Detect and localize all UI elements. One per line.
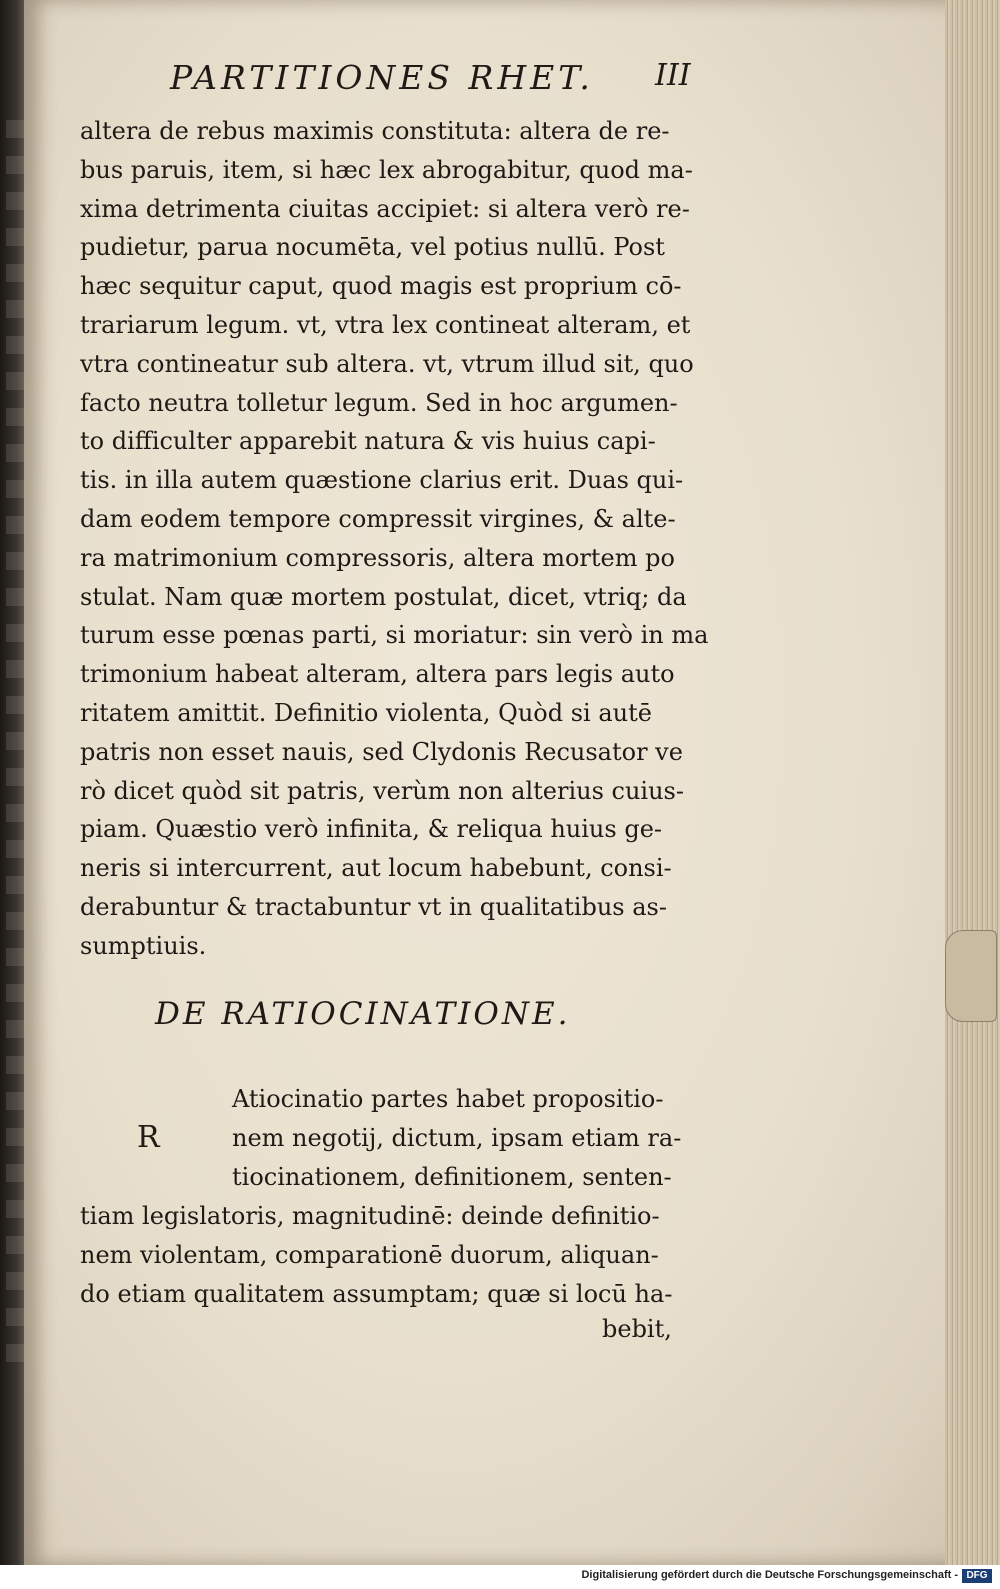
indented-paragraph-start — [232, 1080, 752, 1197]
text-line: vtra contineatur sub altera. vt, vtrum illud sit, quo — [80, 349, 694, 378]
text-line: altera de rebus maximis constituta: altera de re- — [80, 117, 670, 145]
text-line: trariarum legum. vt, vtra lex contineat alteram, et — [80, 310, 691, 339]
catchword: bebit, — [602, 1315, 672, 1343]
text-line: tiocinationem, definitionem, senten- — [232, 1163, 672, 1191]
text-line: ra matrimonium compressoris, altera mortem po — [80, 543, 675, 572]
text-line: rò dicet quòd sit patris, verùm non alterius cuius- — [80, 776, 684, 805]
text-line: patris non esset nauis, sed Clydonis Recusator ve — [80, 737, 683, 766]
text-line: turum esse pœnas parti, si moriatur: sin verò in ma — [80, 621, 709, 650]
text-line: dam eodem tempore compressit virgines, & alte- — [80, 504, 676, 533]
page-stack-edge — [945, 0, 1000, 1565]
body-text-block — [80, 112, 770, 966]
text-line: tiam legislatoris, magnitudinē: deinde definitio- — [80, 1202, 660, 1230]
dfg-logo: DFG — [962, 1569, 992, 1583]
text-line: hæc sequitur caput, quod magis est proprium cō- — [80, 272, 682, 301]
text-line: xima detrimenta ciuitas accipiet: si altera verò re- — [80, 194, 690, 223]
text-line: derabuntur & tractabuntur vt in qualitatibus as- — [80, 892, 667, 921]
running-head: PARTITIONES RHET. — [170, 58, 594, 97]
text-line: nem violentam, comparationē duorum, aliquan- — [80, 1241, 659, 1269]
text-line: facto neutra tolletur legum. Sed in hoc argumen- — [80, 388, 678, 417]
text-line: Atiocinatio partes habet propositio- — [232, 1085, 664, 1113]
text-line: sumptiuis. — [80, 931, 207, 960]
drop-cap: R — [137, 1120, 160, 1155]
clasp-tab — [945, 930, 997, 1022]
page-number: III — [655, 58, 691, 93]
text-line: bus paruis, item, si hæc lex abrogabitur, quod ma- — [80, 155, 693, 184]
text-line: do etiam qualitatem assumptam; quæ si locū ha- — [80, 1280, 673, 1308]
funding-credit: Digitalisierung gefördert durch die Deutsche Forschungsgemeinschaft - — [581, 1569, 958, 1581]
text-line: nem negotij, dictum, ipsam etiam ra- — [232, 1124, 682, 1152]
text-line: piam. Quæstio verò infinita, & reliqua huius ge- — [80, 815, 663, 844]
text-line: neris si intercurrent, aut locum habebunt, consi- — [80, 854, 672, 883]
text-line: trimonium habeat alteram, altera pars legis auto — [80, 660, 675, 689]
text-line: stulat. Nam quæ mortem postulat, dicet, vtriq; da — [80, 582, 687, 611]
text-line: to difficulter apparebit natura & vis huius capi- — [80, 427, 656, 456]
text-line: ritatem amittit. Definitio violenta, Quòd si autē — [80, 698, 652, 727]
text-line: tis. in illa autem quæstione clarius erit. Duas qui- — [80, 466, 684, 495]
paragraph-continuation — [80, 1197, 770, 1314]
section-heading: DE RATIOCINATIONE. — [155, 996, 571, 1032]
text-line: pudietur, parua nocumēta, vel potius nullū. Post — [80, 233, 665, 262]
